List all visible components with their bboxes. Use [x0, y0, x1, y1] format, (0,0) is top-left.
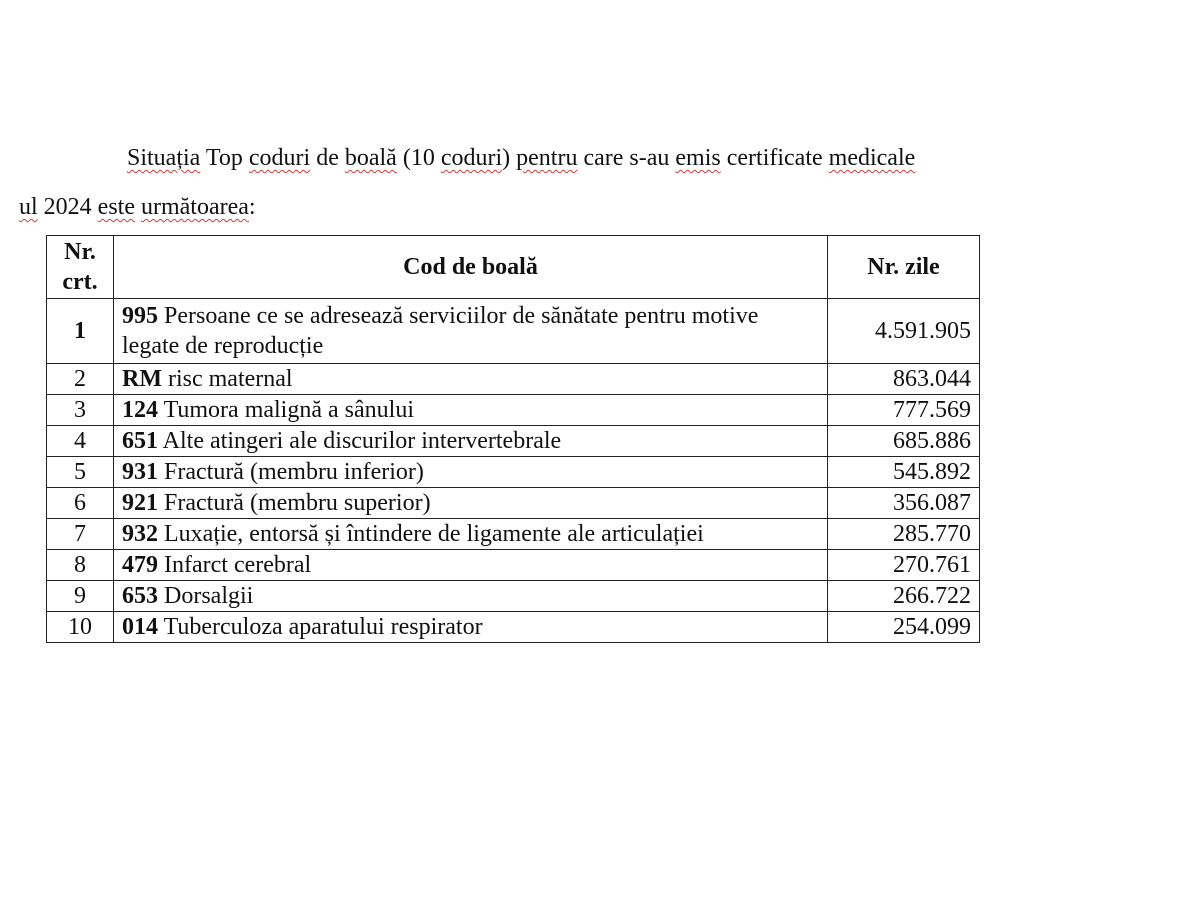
days-count: 777.569	[828, 395, 980, 426]
disease-description: Tumora malignă a sânului	[158, 397, 414, 423]
days-count: 254.099	[828, 612, 980, 643]
header-nr-zile: Nr. zile	[828, 236, 980, 299]
row-number: 1	[47, 299, 114, 364]
header-nr-crt	[47, 236, 114, 299]
table-row	[47, 364, 980, 395]
disease-description: Infarct cerebral	[158, 552, 312, 578]
row-number: 3	[47, 395, 114, 426]
misspelled-word: următoarea	[140, 194, 249, 220]
table-row	[47, 550, 980, 581]
disease-code: 995	[122, 303, 158, 329]
disease-cell	[114, 364, 828, 395]
disease-cell	[114, 581, 828, 612]
misspelled-word: este	[97, 194, 135, 220]
table-row	[47, 581, 980, 612]
misspelled-word: medicale	[828, 145, 916, 171]
disease-cell	[114, 395, 828, 426]
text-segment: certificate	[720, 145, 829, 171]
text-segment: de	[310, 145, 345, 171]
misspelled-word: ul	[19, 194, 38, 220]
row-number: 7	[47, 519, 114, 550]
disease-cell	[114, 299, 828, 364]
row-number: 2	[47, 364, 114, 395]
table-row	[47, 519, 980, 550]
disease-codes-table	[46, 235, 980, 643]
days-count: 266.722	[828, 581, 980, 612]
days-count: 545.892	[828, 457, 980, 488]
disease-description: Dorsalgii	[158, 583, 254, 609]
days-count: 863.044	[828, 364, 980, 395]
row-number: 6	[47, 488, 114, 519]
intro-line-1	[127, 143, 915, 173]
misspelled-word: boală	[344, 145, 397, 171]
misspelled-word: Situația	[127, 145, 201, 171]
disease-code: 014	[122, 614, 158, 640]
text-segment: care s-au	[577, 145, 676, 171]
row-number: 5	[47, 457, 114, 488]
text-segment: 2024	[37, 194, 98, 220]
disease-code: RM	[122, 366, 162, 392]
disease-cell	[114, 457, 828, 488]
disease-cell	[114, 426, 828, 457]
disease-description: Alte atingeri ale discurilor intervertebrale	[158, 428, 562, 454]
disease-cell	[114, 550, 828, 581]
text-segment: )	[502, 145, 517, 171]
text-segment: :	[248, 194, 256, 220]
disease-cell	[114, 488, 828, 519]
header-nr-line2: crt.	[62, 269, 98, 295]
disease-code: 479	[122, 552, 158, 578]
text-segment: (10	[396, 145, 441, 171]
days-count: 285.770	[828, 519, 980, 550]
disease-description: Luxație, entorsă și întindere de ligamente ale articulației	[158, 521, 704, 547]
header-nr-line1: Nr.	[64, 239, 96, 265]
header-cod-de-boala: Cod de boală	[114, 236, 828, 299]
disease-description: Fractură (membru inferior)	[158, 459, 424, 485]
row-number: 9	[47, 581, 114, 612]
days-count: 4.591.905	[828, 299, 980, 364]
table-row	[47, 612, 980, 643]
days-count: 685.886	[828, 426, 980, 457]
text-segment: Top	[200, 145, 249, 171]
table-row	[47, 426, 980, 457]
days-count: 356.087	[828, 488, 980, 519]
disease-code: 124	[122, 397, 158, 423]
disease-cell	[114, 612, 828, 643]
disease-code: 651	[122, 428, 158, 454]
table-row	[47, 395, 980, 426]
disease-code: 932	[122, 521, 158, 547]
disease-code: 653	[122, 583, 158, 609]
table-row	[47, 457, 980, 488]
disease-description: Persoane ce se adresează serviciilor de sănătate pentru motive legate de reproducție	[122, 303, 759, 359]
misspelled-word: coduri	[440, 145, 503, 171]
misspelled-word: coduri	[248, 145, 311, 171]
table-row	[47, 299, 980, 364]
disease-description: Fractură (membru superior)	[158, 490, 431, 516]
table-header-row	[47, 236, 980, 299]
misspelled-word: emis	[675, 145, 721, 171]
table-row	[47, 488, 980, 519]
intro-line-2	[19, 192, 256, 222]
disease-description: Tuberculoza aparatului respirator	[158, 614, 483, 640]
days-count: 270.761	[828, 550, 980, 581]
row-number: 8	[47, 550, 114, 581]
disease-code: 921	[122, 490, 158, 516]
disease-code: 931	[122, 459, 158, 485]
row-number: 10	[47, 612, 114, 643]
disease-description: risc maternal	[161, 366, 293, 392]
disease-cell	[114, 519, 828, 550]
misspelled-word: pentru	[516, 145, 578, 171]
row-number: 4	[47, 426, 114, 457]
